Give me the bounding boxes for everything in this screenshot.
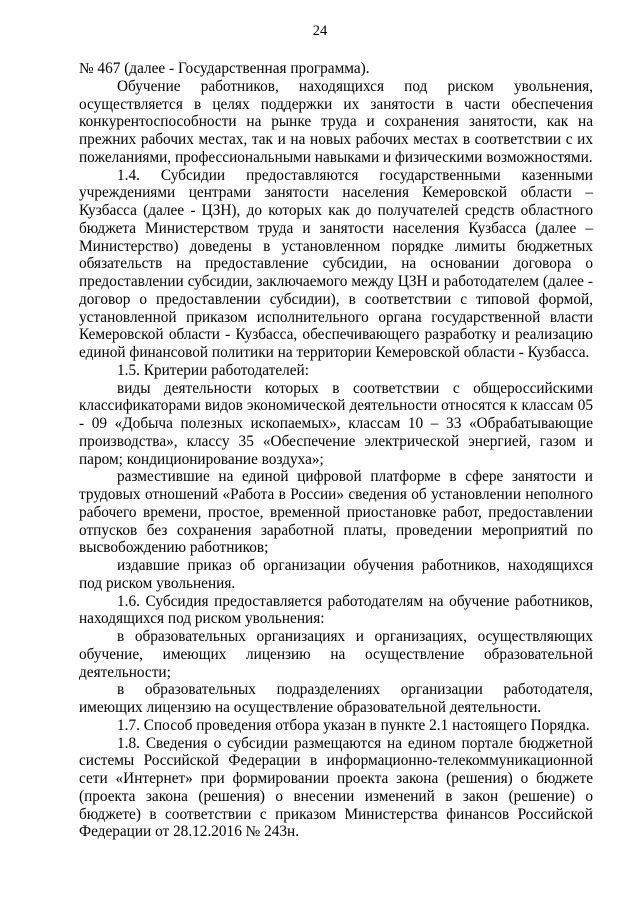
paragraph-educational-organizations: в образовательных организациях и организациях, осуществляющих обучение, имеющих лицензию на осуществление образовательной деятельности; xyxy=(79,628,593,681)
document-body xyxy=(79,60,593,841)
paragraph-program-reference: № 467 (далее - Государственная программа). xyxy=(79,60,370,77)
paragraph-criteria-platform: разместившие на единой цифровой платформе в сфере занятости и трудовых отношений «Работа в России» сведения об установлении неполного рабочего времени, простое, временной приостановке работ, предоставлении отпусков без сохранения заработной платы, проведении мероприятий по высвобождению работников; xyxy=(79,468,593,557)
paragraph-criteria-order: издавшие приказ об организации обучения работников, находящихся под риском увольнения. xyxy=(79,557,593,592)
paragraph-1-5-criteria: 1.5. Критерии работодателей: xyxy=(117,361,309,379)
paragraph-1-4-subsidies: 1.4. Субсидии предоставляются государственными казенными учреждениями центрами занятости населения Кемеровской области – Кузбасса (далее - ЦЗН), до которых как до получателей средств областного бюджета Министерством труда и занятости населения Кузбасса (далее – Министерство) доведены в установленном порядке лимиты бюджетных обязательств на предоставление субсидии, на основании договора о предоставлении субсидии, заключаемого между ЦЗН и работодателем (далее - договор о предоставлении субсидии), в соответствии с типовой формой, установленной приказом исполнительного органа государственной власти Кемеровской области - Кузбасса, обеспечивающего разработку и реализацию единой финансовой политики на территории Кемеровской области - Кузбасса. xyxy=(79,166,593,361)
paragraph-1-8-subsidy-info: 1.8. Сведения о субсидии размещаются на едином портале бюджетной системы Российской Федерации в информационно-телекоммуникационной сети «Интернет» при формировании проекта закона (решения) о бюджете (проекта закона (решения) о внесении изменений в закон (решение) о бюджете) в соответствии с приказом Министерства финансов Российской Федерации от 28.12.2016 № 243н. xyxy=(79,734,593,841)
paragraph-employer-divisions: в образовательных подразделениях организации работодателя, имеющих лицензию на осуществление образовательной деятельности. xyxy=(79,681,593,716)
page-number: 24 xyxy=(312,23,328,39)
paragraph-1-6-subsidy-purpose: 1.6. Субсидия предоставляется работодателям на обучение работников, находящихся под риском увольнения: xyxy=(79,592,593,628)
paragraph-training-purpose: Обучение работников, находящихся под риском увольнения, осуществляется в целях поддержки их занятости в части обеспечения конкурентоспособности на рынке труда и сохранения занятости, как на прежних рабочих местах, так и на новых рабочих местах в соответствии с их пожеланиями, профессиональными навыками и физическими возможностями. xyxy=(79,77,593,166)
paragraph-1-7-selection-method: 1.7. Способ проведения отбора указан в пункте 2.1 настоящего Порядка. xyxy=(117,716,590,734)
paragraph-criteria-activity-types: виды деятельности которых в соответствии с общероссийскими классификаторами видов экономической деятельности относятся к классам 05 - 09 «Добыча полезных ископаемых», классам 10 – 33 «Обрабатывающие производства», классу 35 «Обеспечение электрической энергией, газом и паром; кондиционирование воздуха»; xyxy=(79,379,593,468)
